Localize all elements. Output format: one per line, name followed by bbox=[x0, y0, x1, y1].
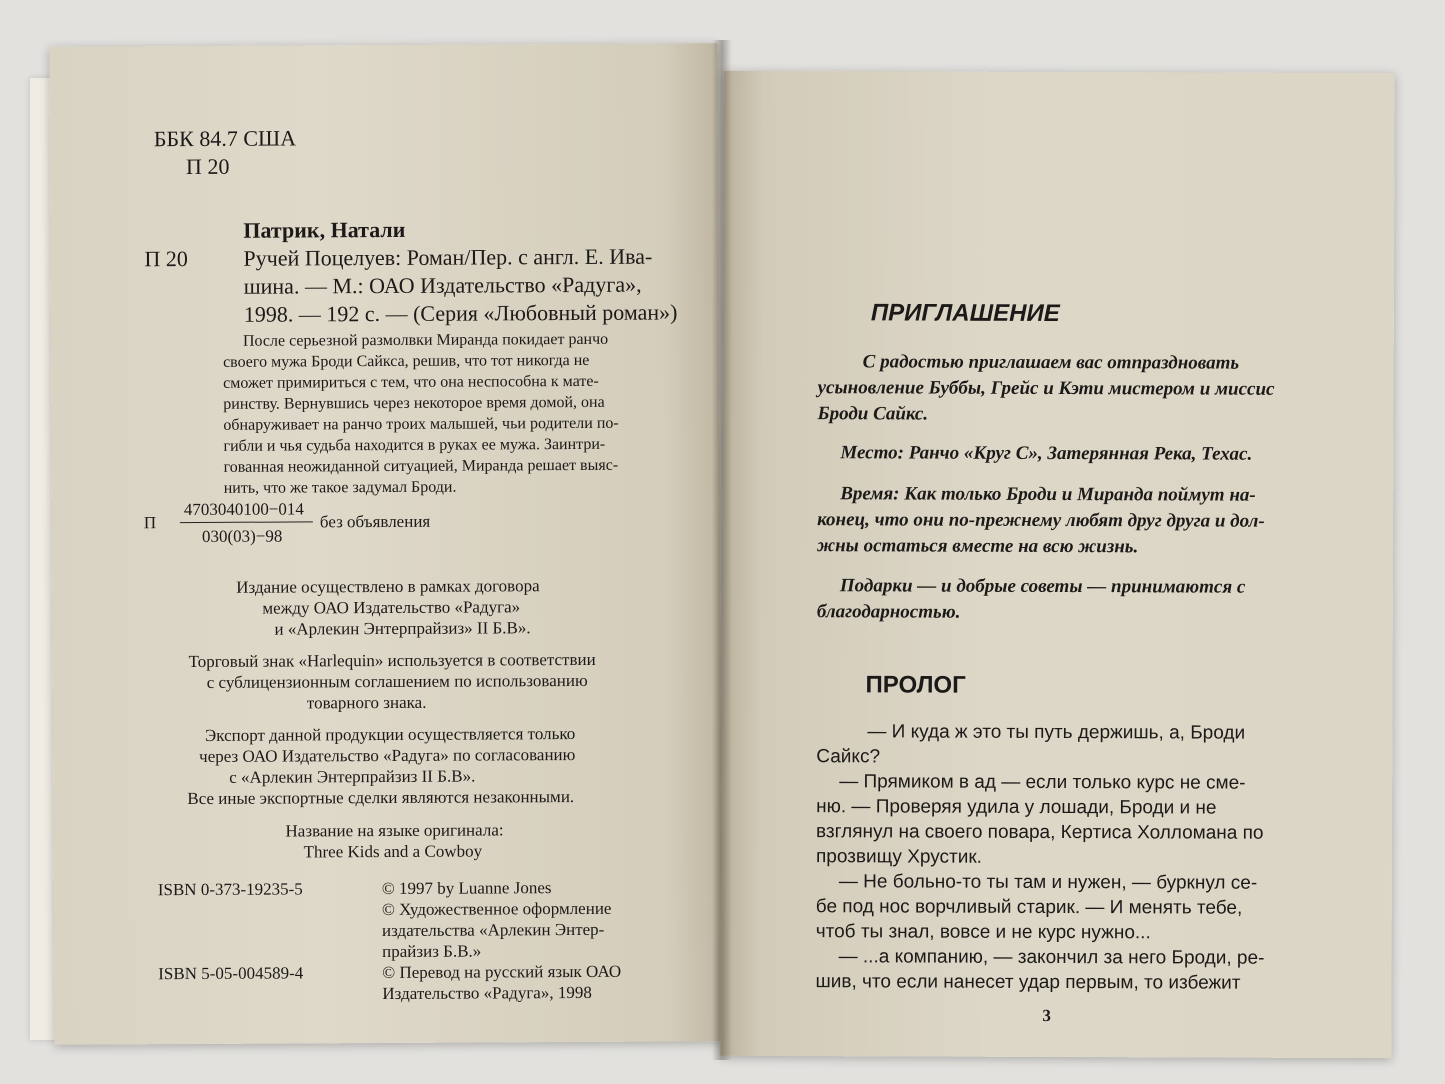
code-fraction-rule bbox=[180, 521, 313, 523]
time-line: жны остаться вместе на всю жизнь. bbox=[817, 535, 1139, 558]
page-number: 3 bbox=[1042, 1005, 1051, 1025]
time-line: конец, что они по-прежнему любят друг друга и дол- bbox=[817, 509, 1265, 532]
biblio-line-1: Ручей Поцелуев: Роман/Пер. с англ. Е. Ива- bbox=[243, 243, 653, 271]
copyright-line: © Перевод на русский язык ОАО bbox=[382, 961, 622, 983]
export-line: Экспорт данной продукции осуществляется только bbox=[204, 724, 576, 745]
gifts-line: Подарки — и добрые советы — принимаются с bbox=[839, 575, 1246, 598]
code-bottom: 030(03)−98 bbox=[201, 526, 283, 546]
agreement-line: и «Арлекин Энтерпрайзиз» II Б.В». bbox=[274, 618, 531, 639]
bbk-code: ББК 84.7 США bbox=[153, 125, 297, 152]
trademark-line: Торговый знак «Harlequin» используется в соответствии bbox=[188, 649, 596, 672]
author-name: Патрик, Натали bbox=[243, 216, 406, 243]
annotation-line: своего мужа Броди Сайкса, решив, что тот никогда не bbox=[223, 351, 590, 371]
copyright-line: © 1997 by Luanne Jones bbox=[381, 878, 552, 899]
trademark-line: с сублицензионным соглашением по использованию bbox=[206, 670, 588, 692]
prologue-line: — И куда ж это ты путь держишь, а, Броди bbox=[867, 721, 1246, 744]
copyright-line: Издательство «Радуга», 1998 bbox=[382, 982, 592, 1004]
copyright-line: издательства «Арлекин Энтер- bbox=[381, 919, 605, 941]
place-line: Место: Ранчо «Круг С», Затерянная Река, Техас. bbox=[840, 442, 1253, 465]
prologue-line: Сайкс? bbox=[816, 746, 881, 768]
book-gutter-shadow bbox=[712, 40, 732, 1060]
original-title: Three Kids and a Cowboy bbox=[303, 841, 483, 862]
invitation-line: усыновление Буббы, Грейс и Кэти мистером и миссис bbox=[817, 377, 1275, 400]
prologue-line: чтоб ты знал, вовсе и не курс нужно... bbox=[815, 921, 1151, 944]
annotation-line: ринству. Вернувшись через некоторое время домой, она bbox=[223, 393, 605, 413]
agreement-line: Издание осуществлено в рамках договора bbox=[236, 576, 540, 597]
code-note: без объявления bbox=[319, 511, 431, 532]
copyright-line: прайзиз Б.В.» bbox=[382, 941, 482, 962]
catalog-index: П 20 bbox=[144, 246, 188, 272]
copyright-line: © Художественное оформление bbox=[381, 898, 612, 920]
time-line: Время: Как только Броди и Миранда поймут на- bbox=[840, 483, 1256, 506]
code-top: 4703040100−014 bbox=[183, 499, 304, 520]
index-code: П 20 bbox=[185, 153, 230, 180]
prologue-line: — Прямиком в ад — если только курс не сме- bbox=[839, 771, 1246, 794]
invitation-line: Броди Сайкс. bbox=[817, 403, 929, 425]
original-title-label: Название на языке оригинала: bbox=[285, 820, 504, 841]
annotation-line: нить, что же такое задумал Броди. bbox=[223, 478, 457, 497]
isbn-original: ISBN 0-373-19235-5 bbox=[157, 879, 303, 900]
prologue-line: — Не больно-то ты там и нужен, — буркнул се- bbox=[838, 871, 1258, 894]
isbn-russian: ISBN 5-05-004589-4 bbox=[158, 963, 304, 984]
agreement-line: между ОАО Издательство «Радуга» bbox=[262, 597, 521, 618]
gifts-line: благодарностью. bbox=[816, 601, 961, 623]
annotation-line: После серьезной размолвки Миранда покидает ранчо bbox=[242, 330, 609, 350]
annotation-line: обнаруживает на ранчо троих малышей, чьи родители по- bbox=[223, 414, 619, 434]
export-line: через ОАО Издательство «Радуга» по согласованию bbox=[199, 745, 576, 766]
prologue-line: взглянул на своего повара, Кертиса Холломана по bbox=[816, 821, 1264, 844]
invitation-line: С радостью приглашаем вас отпраздновать bbox=[862, 351, 1240, 374]
prologue-line: прозвищу Хрустик. bbox=[815, 846, 982, 868]
prologue-line: ню. — Проверяя удила у лошади, Броди и не bbox=[816, 796, 1217, 819]
annotation-line: гованная неожиданной ситуацией, Миранда решает выяс- bbox=[223, 456, 619, 476]
prologue-heading: ПРОЛОГ bbox=[865, 671, 966, 699]
prologue-line: — ...а компанию, — закончил за него Броди, ре- bbox=[838, 946, 1265, 969]
annotation-line: гибли и чья судьба находится в руках ее мужа. Заинтри- bbox=[223, 435, 606, 455]
right-page bbox=[720, 71, 1394, 1058]
prologue-line: бе под нос ворчливый старик. — И менять тебе, bbox=[815, 896, 1243, 919]
export-line: Все иные экспортные сделки являются незаконными. bbox=[187, 787, 575, 809]
export-line: с «Арлекин Энтерпрайзиз II Б.В». bbox=[229, 766, 476, 787]
biblio-line-3: 1998. — 192 с. — (Серия «Любовный роман») bbox=[243, 299, 678, 327]
biblio-line-2: шина. — М.: ОАО Издательство «Радуга», bbox=[243, 271, 642, 299]
annotation-line: сможет примириться с тем, что она неспособна к мате- bbox=[223, 372, 599, 392]
invitation-heading: ПРИГЛАШЕНИЕ bbox=[870, 299, 1060, 328]
prologue-line: шив, что если нанесет удар первым, то избежит bbox=[815, 971, 1241, 994]
code-letter: П bbox=[143, 513, 157, 533]
left-page bbox=[49, 43, 722, 1044]
trademark-line: товарного знака. bbox=[306, 692, 427, 713]
